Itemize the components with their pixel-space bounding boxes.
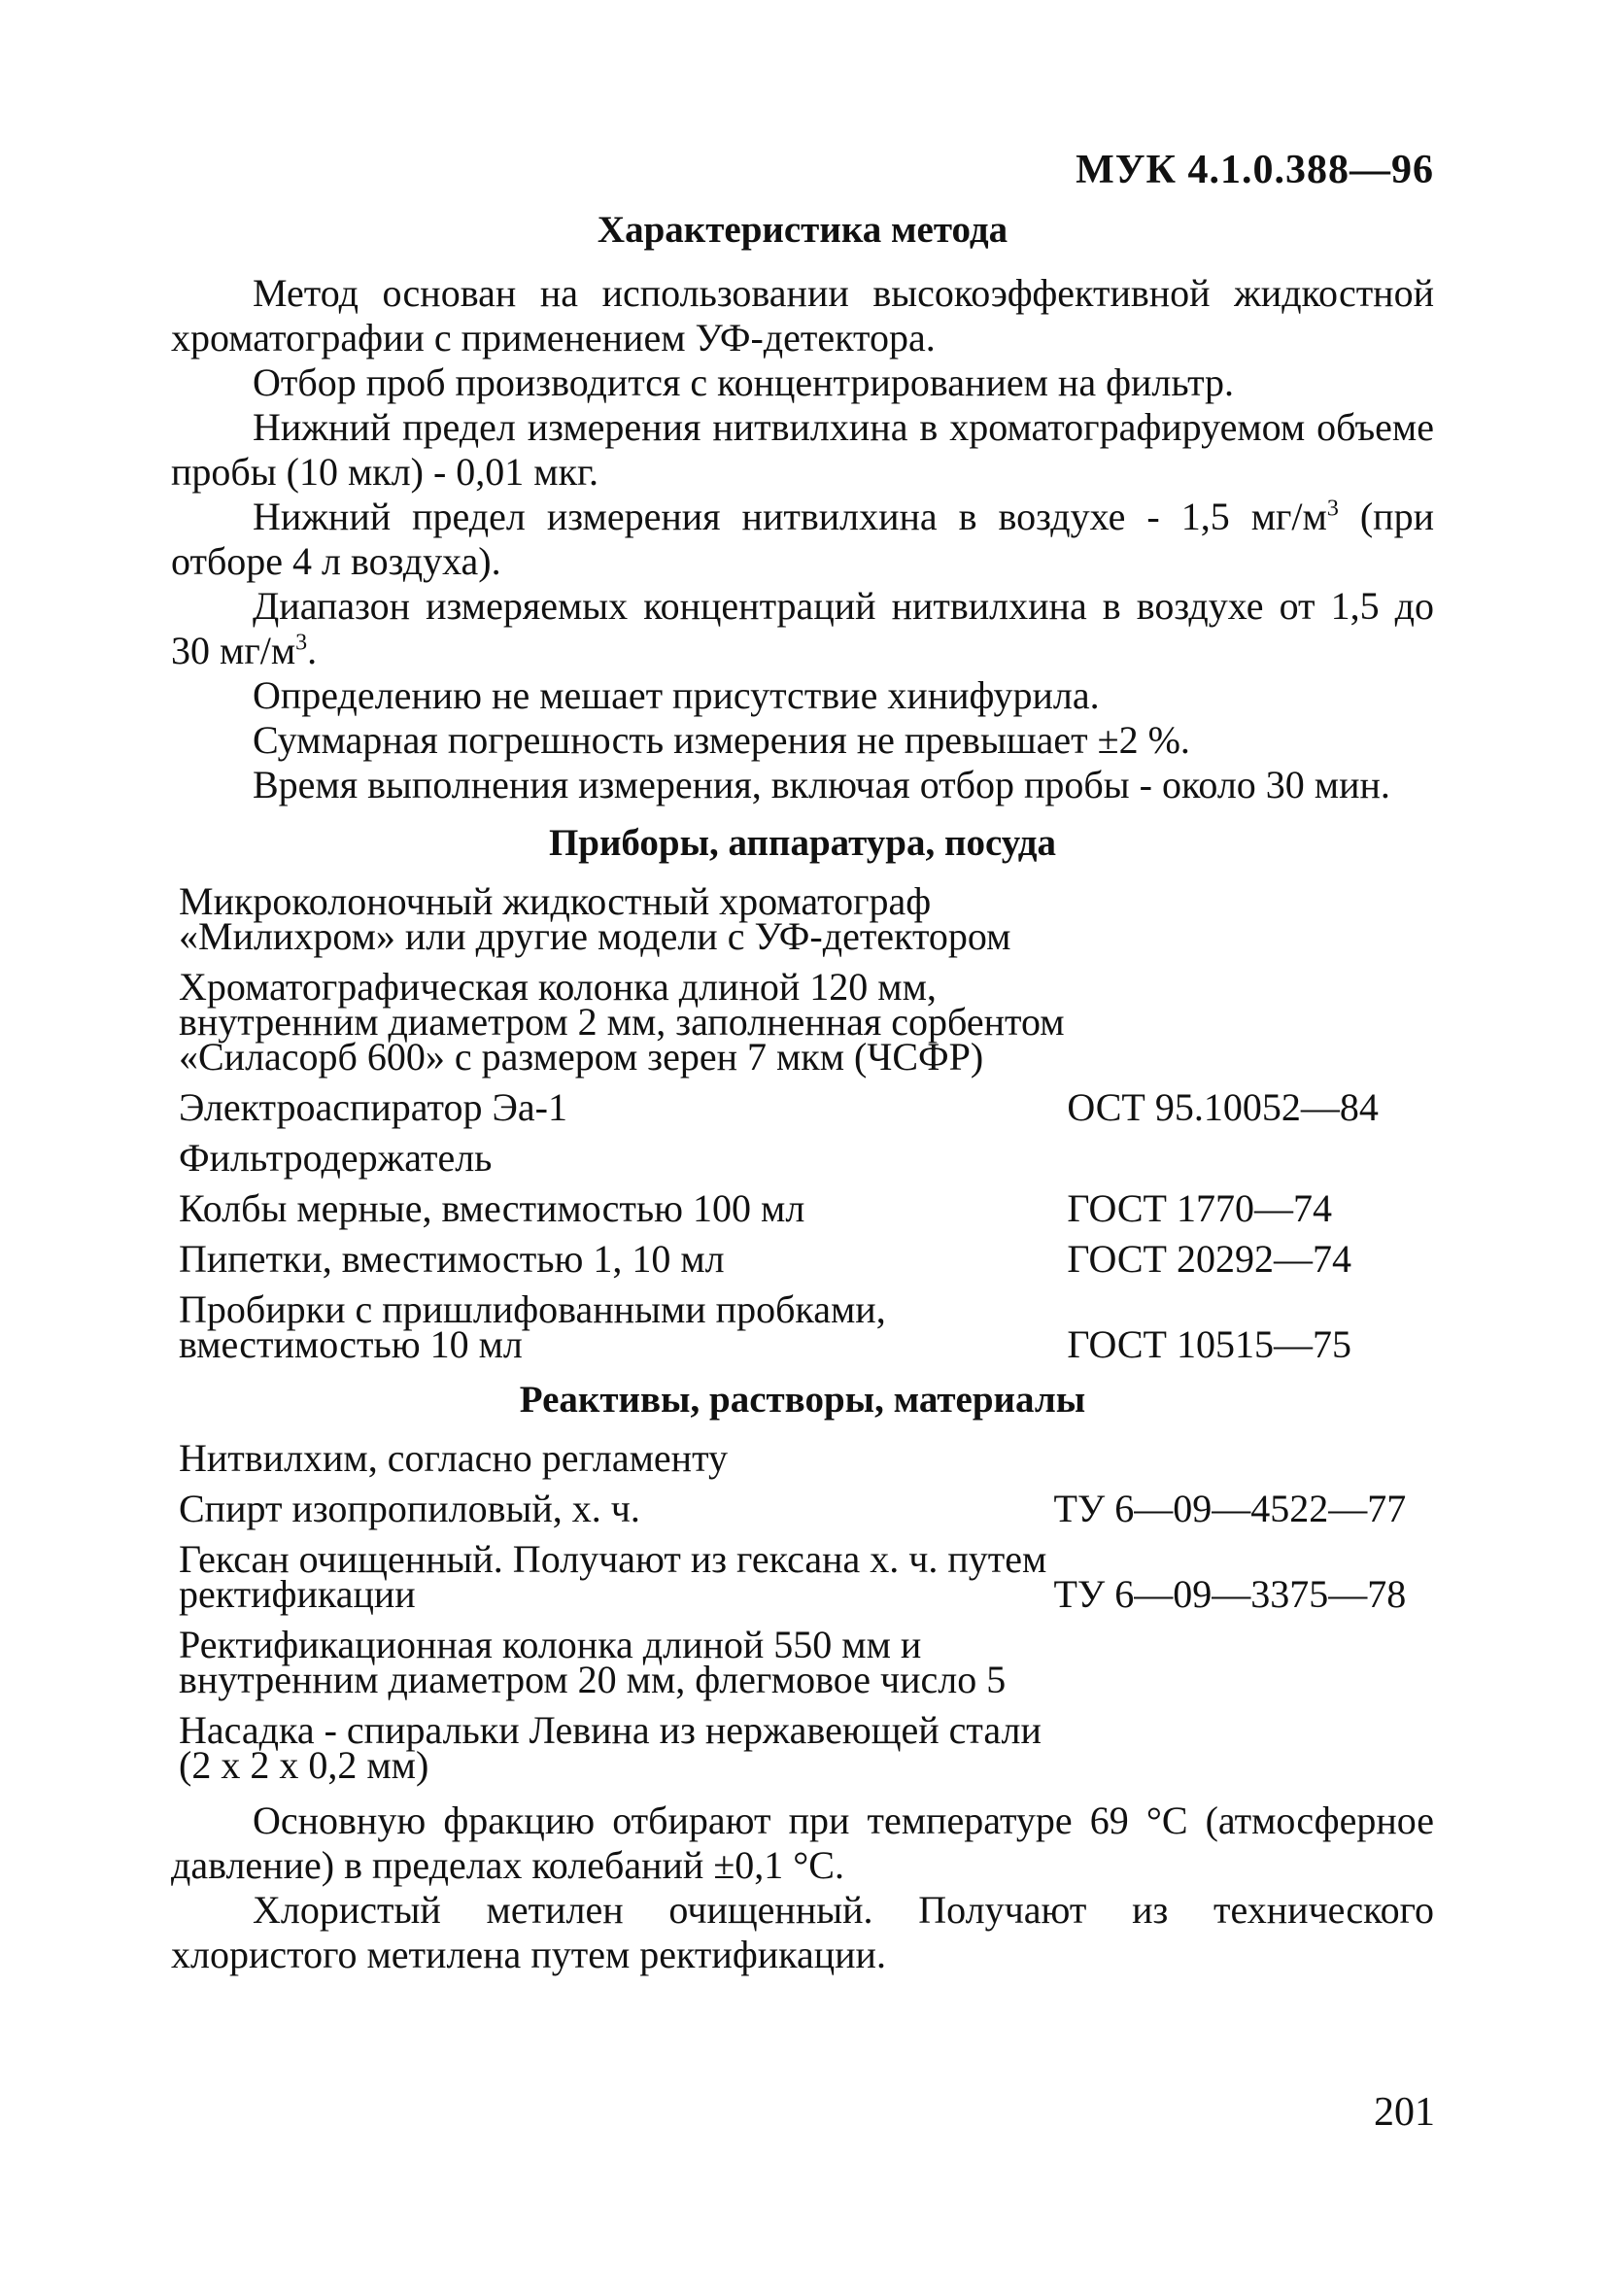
reagents-paragraph: Основную фракцию отбирают при температуре 69 °С (атмосферное давление) в пределах колебаний ±0,1 °С. xyxy=(171,1798,1434,1887)
section-title-method: Характеристика метода xyxy=(597,209,1008,252)
list-item xyxy=(179,1185,1434,1230)
method-paragraph: Диапазон измеряемых концентраций нитвилхина в воздухе от 1,5 до 30 $мг/м^3$. xyxy=(171,584,1434,673)
reagents-list xyxy=(179,1435,1434,1787)
document-code: МУК 4.1.0.388—96 xyxy=(1076,148,1434,192)
list-item-text: Спирт изопропиловый, х. ч. xyxy=(179,1486,640,1530)
list-item-text: Пипетки, вместимостью 1, 10 мл xyxy=(179,1236,725,1281)
page-number: 201 xyxy=(1374,2090,1435,2135)
list-item xyxy=(179,1536,1434,1616)
section-title-devices: Приборы, аппаратура, посуда xyxy=(548,822,1057,865)
method-paragraph: Отбор проб производится с концентрированием на фильтр. xyxy=(253,360,1235,405)
list-item xyxy=(179,878,1434,958)
list-item-text: Микроколоночный жидкостный хроматограф «Милихром» или другие модели с УФ-детектором xyxy=(179,878,1011,958)
list-item xyxy=(179,1435,1434,1480)
list-item xyxy=(179,1286,1434,1366)
list-item xyxy=(179,1707,1434,1787)
list-item-text: Фильтродержатель xyxy=(179,1135,493,1180)
method-paragraph: Время выполнения измерения, включая отбор пробы - около 30 мин. xyxy=(253,763,1390,807)
list-item-text: Пробирки с пришлифованными пробками, вместимостью 10 мл xyxy=(179,1286,886,1366)
list-item-standard: ГОСТ 10515—75 xyxy=(1067,1321,1351,1366)
list-item-text: Колбы мерные, вместимостью 100 мл xyxy=(179,1185,805,1230)
list-item xyxy=(179,1622,1434,1701)
method-paragraph: Метод основан на использовании высокоэффективной жидкостной хроматографии с применением УФ-детектора. xyxy=(171,271,1434,360)
section-title-reagents: Реактивы, растворы, материалы xyxy=(519,1378,1086,1421)
method-paragraph: Суммарная погрешность измерения не превышает ±2 %. xyxy=(253,718,1190,763)
devices-list xyxy=(179,878,1434,1366)
method-paragraph: Нижний предел измерения нитвилхина в воздухе - 1,5 $мг/м^3$ (при отборе 4 л воздуха). xyxy=(171,495,1434,584)
list-item-standard: ОСТ 95.10052—84 xyxy=(1067,1084,1379,1129)
reagents-paragraph: Хлористый метилен очищенный. Получают из технического хлористого метилена путем ректификации. xyxy=(171,1887,1434,1976)
method-paragraph: Определению не мешает присутствие хинифурила. xyxy=(253,673,1100,718)
list-item-text: Хроматографическая колонка длиной 120 мм, внутренним диаметром 2 мм, заполненная сорбентом «Силасорб 600» с размером зерен 7 мкм (ЧСФР) xyxy=(179,964,1065,1079)
list-item-text: Ректификационная колонка длиной 550 мм и внутренним диаметром 20 мм, флегмовое число 5 xyxy=(179,1622,1007,1701)
list-item-standard: ТУ 6—09—4522—77 xyxy=(1053,1486,1407,1530)
document-page xyxy=(171,146,1434,1977)
list-item xyxy=(179,1084,1434,1129)
list-item-standard: ГОСТ 20292—74 xyxy=(1067,1236,1351,1281)
list-item xyxy=(179,1236,1434,1281)
list-item-text: Нитвилхим, согласно регламенту xyxy=(179,1435,729,1480)
list-item-text: Электроаспиратор Эа-1 xyxy=(179,1084,567,1129)
list-item xyxy=(179,1135,1434,1180)
list-item-text: Насадка - спиральки Левина из нержавеющей стали (2 x 2 x 0,2 мм) xyxy=(179,1707,1042,1787)
method-paragraph: Нижний предел измерения нитвилхина в хроматографируемом объеме пробы (10 мкл) - 0,01 мкг. xyxy=(171,405,1434,495)
list-item xyxy=(179,964,1434,1079)
list-item xyxy=(179,1486,1434,1530)
list-item-standard: ТУ 6—09—3375—78 xyxy=(1053,1571,1407,1616)
list-item-text: Гексан очищенный. Получают из гексана х. ч. путем ректификации xyxy=(179,1536,1047,1616)
list-item-standard: ГОСТ 1770—74 xyxy=(1067,1185,1332,1230)
